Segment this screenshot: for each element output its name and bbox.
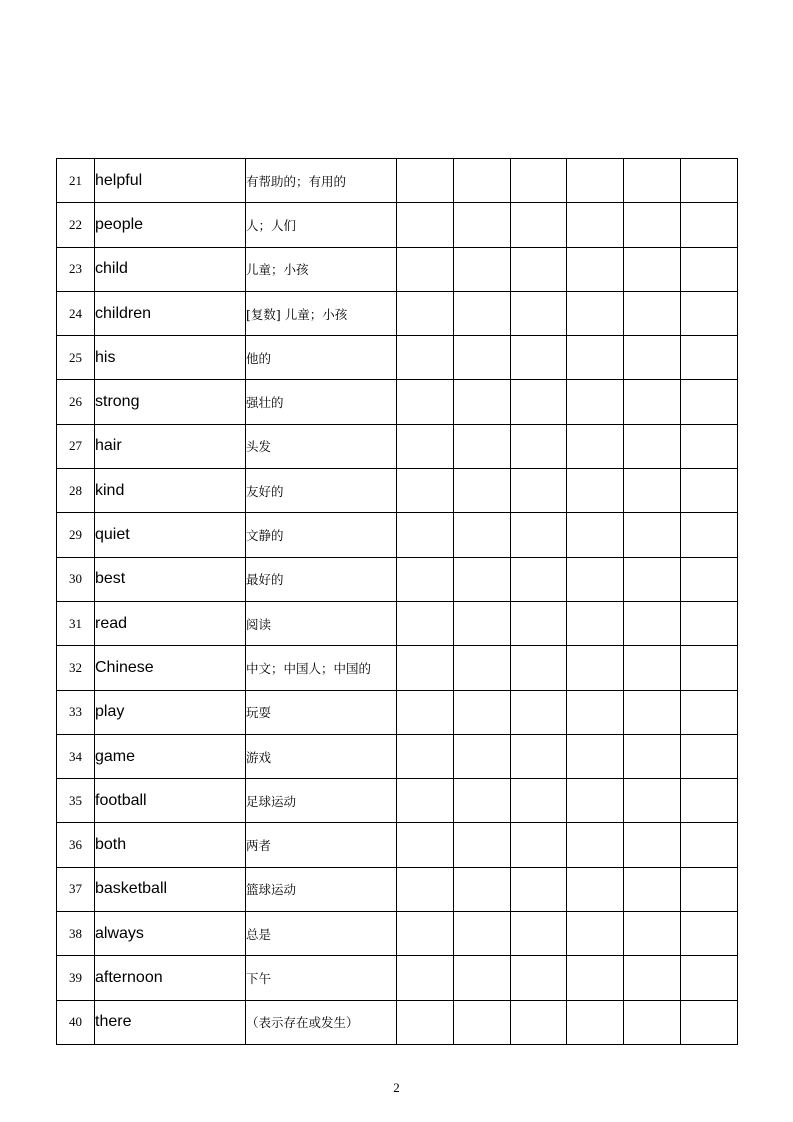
practice-cell[interactable] <box>624 779 681 823</box>
vocabulary-table <box>56 158 738 1045</box>
row-number: 23 <box>57 247 95 291</box>
practice-cell[interactable] <box>624 291 681 335</box>
practice-cell[interactable] <box>624 867 681 911</box>
practice-cell[interactable] <box>510 159 567 203</box>
practice-cell[interactable] <box>624 956 681 1000</box>
table-row <box>57 956 738 1000</box>
english-word: there <box>95 1000 246 1044</box>
chinese-meaning: 下午 <box>246 956 397 1000</box>
practice-cell[interactable] <box>567 867 624 911</box>
practice-cell[interactable] <box>510 513 567 557</box>
practice-cell[interactable] <box>567 690 624 734</box>
practice-cell[interactable] <box>453 601 510 645</box>
row-number: 24 <box>57 291 95 335</box>
row-number: 27 <box>57 424 95 468</box>
table-row <box>57 734 738 778</box>
practice-cell[interactable] <box>397 734 454 778</box>
practice-cell[interactable] <box>510 336 567 380</box>
practice-cell[interactable] <box>624 557 681 601</box>
row-number: 39 <box>57 956 95 1000</box>
english-word: kind <box>95 469 246 513</box>
practice-cell[interactable] <box>397 247 454 291</box>
practice-cell[interactable] <box>680 159 737 203</box>
practice-cell[interactable] <box>680 912 737 956</box>
row-number: 35 <box>57 779 95 823</box>
practice-cell[interactable] <box>510 1000 567 1044</box>
chinese-meaning: 头发 <box>246 424 397 468</box>
table-row <box>57 469 738 513</box>
practice-cell[interactable] <box>680 424 737 468</box>
practice-cell[interactable] <box>510 557 567 601</box>
practice-cell[interactable] <box>567 1000 624 1044</box>
practice-cell[interactable] <box>680 247 737 291</box>
practice-cell[interactable] <box>510 424 567 468</box>
practice-cell[interactable] <box>397 291 454 335</box>
practice-cell[interactable] <box>680 823 737 867</box>
practice-cell[interactable] <box>453 291 510 335</box>
chinese-meaning: 足球运动 <box>246 779 397 823</box>
practice-cell[interactable] <box>397 159 454 203</box>
practice-cell[interactable] <box>624 424 681 468</box>
row-number: 37 <box>57 867 95 911</box>
practice-cell[interactable] <box>453 912 510 956</box>
table-row <box>57 646 738 690</box>
practice-cell[interactable] <box>680 646 737 690</box>
english-word: basketball <box>95 867 246 911</box>
practice-cell[interactable] <box>567 823 624 867</box>
practice-cell[interactable] <box>624 823 681 867</box>
table-row <box>57 867 738 911</box>
table-row <box>57 601 738 645</box>
row-number: 38 <box>57 912 95 956</box>
practice-cell[interactable] <box>680 734 737 778</box>
practice-cell[interactable] <box>510 291 567 335</box>
chinese-meaning: 游戏 <box>246 734 397 778</box>
practice-cell[interactable] <box>453 690 510 734</box>
english-word: strong <box>95 380 246 424</box>
practice-cell[interactable] <box>510 380 567 424</box>
practice-cell[interactable] <box>567 646 624 690</box>
practice-cell[interactable] <box>397 380 454 424</box>
english-word: helpful <box>95 159 246 203</box>
row-number: 26 <box>57 380 95 424</box>
practice-cell[interactable] <box>397 823 454 867</box>
practice-cell[interactable] <box>680 336 737 380</box>
english-word: both <box>95 823 246 867</box>
chinese-meaning: 文静的 <box>246 513 397 557</box>
practice-cell[interactable] <box>510 912 567 956</box>
chinese-meaning: 玩耍 <box>246 690 397 734</box>
english-word: people <box>95 203 246 247</box>
chinese-meaning: 人；人们 <box>246 203 397 247</box>
practice-cell[interactable] <box>453 159 510 203</box>
practice-cell[interactable] <box>397 557 454 601</box>
practice-cell[interactable] <box>453 734 510 778</box>
practice-cell[interactable] <box>680 513 737 557</box>
practice-cell[interactable] <box>567 380 624 424</box>
practice-cell[interactable] <box>624 336 681 380</box>
practice-cell[interactable] <box>397 646 454 690</box>
practice-cell[interactable] <box>397 867 454 911</box>
practice-cell[interactable] <box>453 779 510 823</box>
row-number: 33 <box>57 690 95 734</box>
table-row <box>57 1000 738 1044</box>
practice-cell[interactable] <box>453 336 510 380</box>
practice-cell[interactable] <box>624 646 681 690</box>
chinese-meaning: 总是 <box>246 912 397 956</box>
english-word: read <box>95 601 246 645</box>
practice-cell[interactable] <box>510 203 567 247</box>
english-word: football <box>95 779 246 823</box>
practice-cell[interactable] <box>567 956 624 1000</box>
chinese-meaning: 中文；中国人；中国的 <box>246 646 397 690</box>
row-number: 22 <box>57 203 95 247</box>
practice-cell[interactable] <box>453 424 510 468</box>
practice-cell[interactable] <box>397 1000 454 1044</box>
practice-cell[interactable] <box>510 779 567 823</box>
practice-cell[interactable] <box>510 247 567 291</box>
english-word: afternoon <box>95 956 246 1000</box>
chinese-meaning: 儿童；小孩 <box>246 247 397 291</box>
english-word: best <box>95 557 246 601</box>
english-word: his <box>95 336 246 380</box>
vocabulary-table-body <box>57 159 738 1045</box>
practice-cell[interactable] <box>397 779 454 823</box>
chinese-meaning: 强壮的 <box>246 380 397 424</box>
practice-cell[interactable] <box>624 734 681 778</box>
practice-cell[interactable] <box>510 601 567 645</box>
english-word: game <box>95 734 246 778</box>
row-number: 32 <box>57 646 95 690</box>
practice-cell[interactable] <box>567 734 624 778</box>
chinese-meaning: （表示存在或发生） <box>246 1000 397 1044</box>
table-row <box>57 690 738 734</box>
practice-cell[interactable] <box>567 424 624 468</box>
table-row <box>57 823 738 867</box>
english-word: play <box>95 690 246 734</box>
practice-cell[interactable] <box>510 690 567 734</box>
practice-cell[interactable] <box>510 823 567 867</box>
row-number: 29 <box>57 513 95 557</box>
table-row <box>57 380 738 424</box>
practice-cell[interactable] <box>680 779 737 823</box>
practice-cell[interactable] <box>453 823 510 867</box>
english-word: hair <box>95 424 246 468</box>
practice-cell[interactable] <box>624 690 681 734</box>
practice-cell[interactable] <box>680 380 737 424</box>
practice-cell[interactable] <box>397 601 454 645</box>
chinese-meaning: 他的 <box>246 336 397 380</box>
english-word: quiet <box>95 513 246 557</box>
row-number: 30 <box>57 557 95 601</box>
table-row <box>57 513 738 557</box>
practice-cell[interactable] <box>680 956 737 1000</box>
practice-cell[interactable] <box>567 336 624 380</box>
table-row <box>57 336 738 380</box>
practice-cell[interactable] <box>624 380 681 424</box>
practice-cell[interactable] <box>567 291 624 335</box>
practice-cell[interactable] <box>567 912 624 956</box>
practice-cell[interactable] <box>624 247 681 291</box>
practice-cell[interactable] <box>453 646 510 690</box>
table-row <box>57 557 738 601</box>
row-number: 34 <box>57 734 95 778</box>
practice-cell[interactable] <box>624 469 681 513</box>
page-number: 2 <box>393 1080 400 1095</box>
practice-cell[interactable] <box>397 424 454 468</box>
practice-cell[interactable] <box>624 601 681 645</box>
practice-cell[interactable] <box>567 159 624 203</box>
practice-cell[interactable] <box>510 956 567 1000</box>
practice-cell[interactable] <box>567 469 624 513</box>
practice-cell[interactable] <box>510 734 567 778</box>
practice-cell[interactable] <box>453 247 510 291</box>
practice-cell[interactable] <box>453 513 510 557</box>
practice-cell[interactable] <box>397 336 454 380</box>
row-number: 40 <box>57 1000 95 1044</box>
chinese-meaning: 篮球运动 <box>246 867 397 911</box>
practice-cell[interactable] <box>680 557 737 601</box>
row-number: 36 <box>57 823 95 867</box>
chinese-meaning: 友好的 <box>246 469 397 513</box>
practice-cell[interactable] <box>453 1000 510 1044</box>
practice-cell[interactable] <box>624 1000 681 1044</box>
practice-cell[interactable] <box>453 203 510 247</box>
practice-cell[interactable] <box>397 956 454 1000</box>
practice-cell[interactable] <box>680 1000 737 1044</box>
practice-cell[interactable] <box>510 867 567 911</box>
practice-cell[interactable] <box>397 690 454 734</box>
chinese-meaning: 阅读 <box>246 601 397 645</box>
english-word: always <box>95 912 246 956</box>
practice-cell[interactable] <box>567 601 624 645</box>
chinese-meaning: 两者 <box>246 823 397 867</box>
row-number: 28 <box>57 469 95 513</box>
practice-cell[interactable] <box>624 203 681 247</box>
row-number: 31 <box>57 601 95 645</box>
practice-cell[interactable] <box>397 469 454 513</box>
chinese-meaning: [复数] 儿童；小孩 <box>246 291 397 335</box>
practice-cell[interactable] <box>453 867 510 911</box>
english-word: children <box>95 291 246 335</box>
practice-cell[interactable] <box>397 912 454 956</box>
table-row <box>57 779 738 823</box>
practice-cell[interactable] <box>680 690 737 734</box>
table-row <box>57 291 738 335</box>
row-number: 21 <box>57 159 95 203</box>
practice-cell[interactable] <box>567 247 624 291</box>
practice-cell[interactable] <box>567 203 624 247</box>
practice-cell[interactable] <box>680 601 737 645</box>
practice-cell[interactable] <box>624 912 681 956</box>
table-row <box>57 247 738 291</box>
english-word: Chinese <box>95 646 246 690</box>
practice-cell[interactable] <box>680 291 737 335</box>
practice-cell[interactable] <box>567 779 624 823</box>
practice-cell[interactable] <box>453 380 510 424</box>
chinese-meaning: 最好的 <box>246 557 397 601</box>
row-number: 25 <box>57 336 95 380</box>
practice-cell[interactable] <box>680 867 737 911</box>
practice-cell[interactable] <box>397 513 454 557</box>
practice-cell[interactable] <box>510 469 567 513</box>
table-row <box>57 424 738 468</box>
practice-cell[interactable] <box>680 469 737 513</box>
table-row <box>57 912 738 956</box>
practice-cell[interactable] <box>453 557 510 601</box>
practice-cell[interactable] <box>624 159 681 203</box>
practice-cell[interactable] <box>567 557 624 601</box>
table-row <box>57 159 738 203</box>
practice-cell[interactable] <box>397 203 454 247</box>
practice-cell[interactable] <box>453 469 510 513</box>
practice-cell[interactable] <box>510 646 567 690</box>
practice-cell[interactable] <box>567 513 624 557</box>
english-word: child <box>95 247 246 291</box>
table-row <box>57 203 738 247</box>
practice-cell[interactable] <box>453 956 510 1000</box>
practice-cell[interactable] <box>680 203 737 247</box>
chinese-meaning: 有帮助的；有用的 <box>246 159 397 203</box>
practice-cell[interactable] <box>624 513 681 557</box>
